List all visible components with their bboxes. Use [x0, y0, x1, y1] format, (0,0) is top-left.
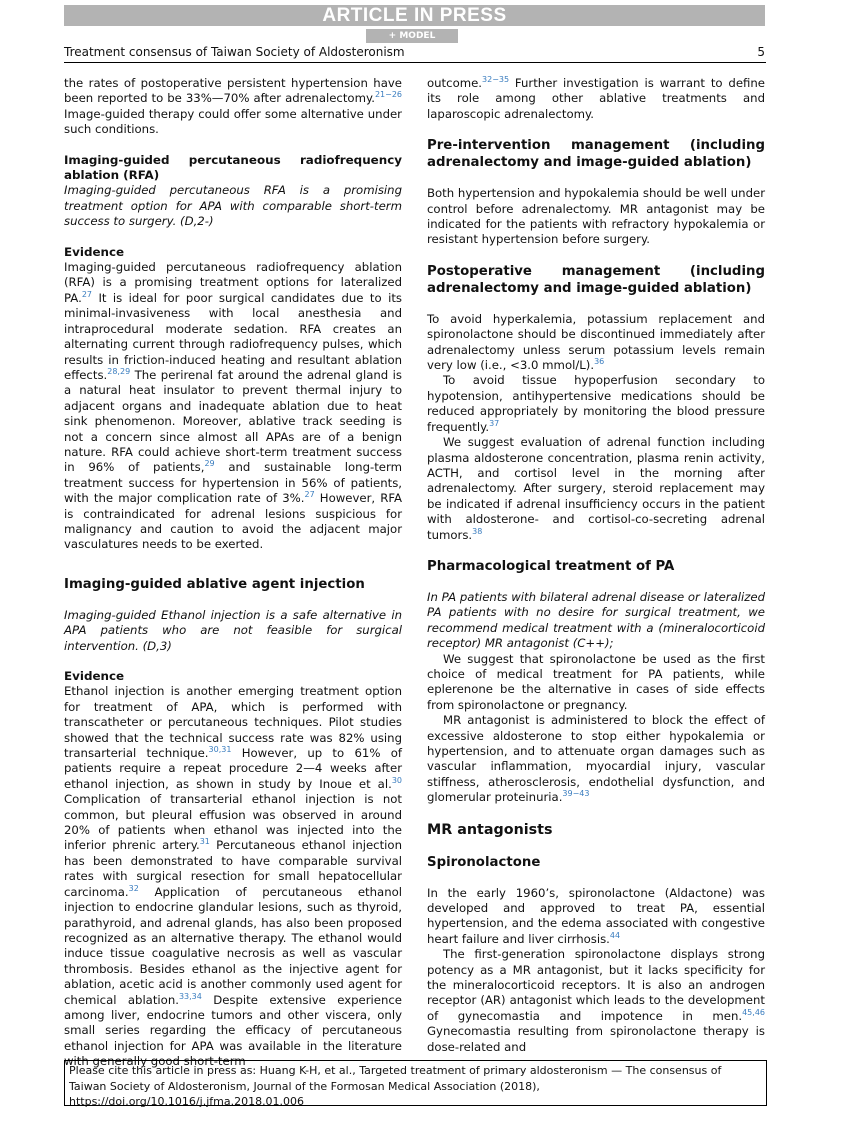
citation-link[interactable]: 32−35	[482, 75, 510, 85]
paragraph: We suggest evaluation of adrenal function including plasma aldosterone concentration, plasma renin activity, ACTH, and cortisol level in the morning after adrenalectomy. After surgery, steroid replacement may be indicated if adrenal insufficiency occurs in the patient with aldosterone- and cortisol-co-secreting adrenal tumors.$^{38}$	[427, 435, 765, 542]
citation-link[interactable]: 30,31	[208, 745, 232, 755]
model-tag: + MODEL	[366, 29, 458, 43]
citation-link[interactable]: 32	[128, 883, 139, 893]
paragraph: To avoid hyperkalemia, potassium replacement and spironolactone should be discontinued immediately after adrenalectomy unless serum potassium levels remain very low (i.e., <3.0 mmol/L).$^{36}$	[427, 311, 765, 373]
citation-link[interactable]: 28,29	[107, 367, 131, 377]
paragraph: To avoid tissue hypoperfusion secondary to hypotension, antihypertensive medications should be reduced appropriately by monitoring the blood pressure frequently.$^{37}$	[427, 373, 765, 434]
paragraph: The first-generation spironolactone displays strong potency as a MR antagonist, but it lacks specificity for the mineralocorticoid receptors. It is also an androgen receptor (AR) antagonist which leads to the development of gynecomastia and impotence in men.$^{45,46}$ Gynecomastia resulting from spironolactone therapy is dose-related and	[427, 947, 765, 1054]
citation-link[interactable]: 31	[199, 837, 210, 847]
page-number: 5	[757, 45, 765, 59]
paragraph: the rates of postoperative persistent hypertension have been reported to be 33%—70% after adrenalectomy.$^{21-26}$ Image-guided therapy could offer some alternative under such conditions.	[64, 76, 402, 137]
paragraph: In the early 1960’s, spironolactone (Aldactone) was developed and approved to treat PA, essential hypertension, and the edema associated with congestive heart failure and liver cirrhosis.$^{44}$	[427, 885, 765, 946]
citation-footer: Please cite this article in press as: Huang K-H, et al., Targeted treatment of primary aldosteronism — The consensus of Taiwan Society of Aldosteronism, Journal of the Formosan Medical Association (2018), https://doi.org/10.1016/j.jfma.2018.01.006	[64, 1060, 767, 1106]
article-in-press-banner: ARTICLE IN PRESS	[64, 5, 765, 26]
section-heading-pre-intervention: Pre-intervention management (including adrenalectomy and image-guided ablation)	[427, 138, 765, 171]
section-heading-ethanol: Imaging-guided ablative agent injection	[64, 576, 365, 592]
running-title: Treatment consensus of Taiwan Society of Aldosteronism	[64, 45, 405, 59]
citation-link[interactable]: 29	[204, 459, 215, 469]
citation-link[interactable]: 36	[594, 357, 605, 367]
citation-link[interactable]: 44	[609, 930, 621, 940]
paragraph: Ethanol injection is another emerging treatment option for treatment of APA, which is performed with transcatheter or percutaneous techniques. Pilot studies showed that the technical success rate was 82% using transarterial technique.$^{30,31}$ However, up to 61% of patients require a repeat procedure 2—4 weeks after ethanol injection, as shown in study by Inoue et al.$^{30}$ Complication of transarterial ethanol injection is not common, but pleural effusion was observed in around 20% of patients when ethanol was injected into the inferior phrenic artery.$^{31}$ Percutaneous ethanol injection has been demonstrated to have comparable survival rates with surgical resection for small hepatocellular carcinoma.$^{32}$ Application of percutaneous ethanol injection to endocrine glandular lesions, such as thyroid, parathyroid, and adrenal glands, has also been proposed recognized as an alternative therapy. The ethanol would induce tissue coagulative necrosis as well as vascular thrombosis. Besides ethanol as the injective agent for ablation, acetic acid is another commonly used agent for chemical ablation.$^{33,34}$ Despite extensive experience among liver, endocrine tumors and other viscera, only small series regarding the efficacy of percutaneous ethanol injection for APA was available in the literature with generally good short-term	[64, 684, 402, 1069]
citation-link[interactable]: 27	[304, 490, 315, 500]
section-heading-postoperative: Postoperative management (including adrenalectomy and image-guided ablation)	[427, 263, 765, 296]
citation-link[interactable]: 30	[391, 775, 402, 785]
section-heading-rfa: Imaging-guided percutaneous radiofrequency ablation (RFA)	[64, 152, 402, 183]
section-heading-spironolactone: Spironolactone	[427, 854, 541, 870]
citation-link[interactable]: 33,34	[178, 991, 202, 1001]
evidence-heading: Evidence	[64, 244, 125, 259]
paragraph: Imaging-guided percutaneous radiofrequency ablation (RFA) is a promising treatment options for lateralized PA.$^{27}$ It is ideal for poor surgical candidates due to its minimal-invasiveness with local anesthesia and intraprocedural moderate sedation. RFA creates an alternating current through radiofrequency pulses, which results in friction-induced heating and resultant ablation effects.$^{28,29}$ The perirenal fat around the adrenal gland is a natural heat insulator to prevent thermal injury to adjacent organs and inadequate ablation due to heat sink phenomenon. Moreover, ablative track seeding is not a concern since almost all APAs are of a benign nature. RFA could achieve short-term treatment success in 96% of patients,$^{29}$ and sustainable long-term treatment success for hypertension in 56% of patients, with the major complication rate of 3%.$^{27}$ However, RFA is contraindicated for adrenal lesions suspicious for malignancy and caution to avoid the adjacent major vasculatures needs to be exerted.	[64, 260, 402, 552]
paragraph: Both hypertension and hypokalemia should be well under control before adrenalectomy. MR antagonist may be indicated for the patients with refractory hypokalemia or resistant hypertension before surgery.	[427, 186, 765, 247]
citation-link[interactable]: 21−26	[374, 90, 402, 100]
left-column	[64, 76, 402, 1070]
citation-link[interactable]: 27	[81, 289, 92, 299]
right-column	[427, 76, 765, 1055]
citation-link[interactable]: 45,46	[742, 1007, 765, 1017]
recommendation: Imaging-guided Ethanol injection is a safe alternative in APA patients who are not feasible for surgical intervention. (D,3)	[64, 607, 402, 653]
header-rule	[64, 62, 766, 63]
paragraph: We suggest that spironolactone be used as the first choice of medical treatment for PA patients, while eplerenone be the alternative in cases of side effects from spironolactone or pregnancy.	[427, 651, 765, 712]
citation-link[interactable]: 37	[489, 418, 500, 428]
citation-link[interactable]: 38	[472, 526, 483, 536]
recommendation: In PA patients with bilateral adrenal disease or lateralized PA patients with no desire for surgical treatment, we recommend medical treatment with a (mineralocorticoid receptor) MR antagonist (C++);	[427, 589, 765, 651]
citation-link[interactable]: 39−43	[562, 789, 590, 799]
recommendation: Imaging-guided percutaneous RFA is a promising treatment option for APA with comparable short-term success to surgery. (D,2-)	[64, 183, 402, 229]
section-heading-pharmacological: Pharmacological treatment of PA	[427, 558, 675, 574]
paragraph: outcome.$^{32-35}$ Further investigation is warrant to define its role among other ablative treatments and laparoscopic adrenalectomy.	[427, 75, 765, 121]
section-heading-mr-antagonists: MR antagonists	[427, 821, 553, 838]
evidence-heading: Evidence	[64, 669, 125, 683]
paragraph: MR antagonist is administered to block the effect of excessive aldosterone to stop either hypokalemia or hypertension, and to attenuate organ damages such as vascular inflammation, myocardial injury, vascular stiffness, atherosclerosis, endothelial dysfunction, and glomerular proteinuria.$^{39-43}$	[427, 713, 765, 805]
